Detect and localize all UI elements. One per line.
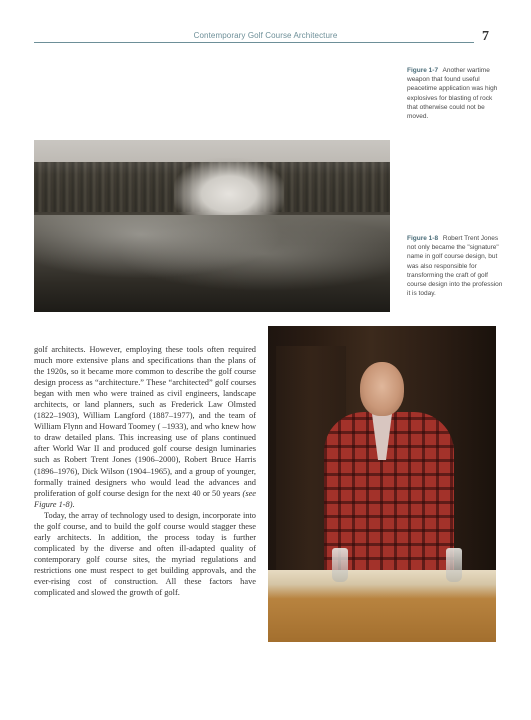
portrait-photo bbox=[268, 326, 496, 642]
photo-glass bbox=[446, 548, 462, 582]
figure-reference: (see Figure 1-8) bbox=[34, 488, 257, 509]
body-paragraph bbox=[34, 344, 256, 510]
paragraph-text: golf architects. However, employing these tools often required much more extensive plans and specifications than the plans of the 1920s, so it became more common to describe the golf course design process as “architecture.” These “architected” golf courses began with men who were trained as civil engineers, landscape architects, or land planners, such as Frederick Law Olmsted (1822–1903), William Langford (1887–1977), and the team of William Flynn and Howard Toomey ( –1933), and who knew how to draw detailed plans. This increasing use of plans continued after World War II and produced golf course design luminaries such as Robert Trent Jones (1906–2000), Robert Bruce Harris (1896–1976), Dick Wilson (1904–1965), and a group of younger, formally trained designers who would lead the advances and proliferation of golf course design for the next 40 or 50 years bbox=[34, 345, 256, 498]
paragraph-end: . bbox=[72, 499, 75, 509]
figure-label: Figure 1-7 bbox=[407, 67, 439, 74]
body-text bbox=[34, 344, 256, 598]
figure-label: Figure 1-8 bbox=[407, 235, 439, 242]
figure-caption-1-7 bbox=[407, 66, 503, 121]
figure-caption-text: Another wartime weapon that found useful peacetime application was high explosives for blasting of rock that otherwise could not be moved. bbox=[407, 67, 498, 121]
running-head-title: Contemporary Golf Course Architecture bbox=[191, 31, 341, 40]
photo-head bbox=[360, 362, 404, 416]
figure-caption-1-8 bbox=[407, 234, 503, 298]
page-number: 7 bbox=[482, 29, 489, 44]
photo-explosion-smoke bbox=[174, 158, 284, 218]
header-rule bbox=[34, 42, 474, 43]
figure-caption-text: Robert Trent Jones not only became the "signature" name in golf course design, but was also responsible for transforming the craft of golf course design into the profession it is today. bbox=[407, 235, 503, 298]
blasting-photo bbox=[34, 140, 390, 312]
body-paragraph: Today, the array of technology used to design, incorporate into the golf course, and to build the golf course would stagger these early architects. In addition, the process today is further complicated by the diverse and often ill-adapted quality of contemporary golf course sites, the myriad regulations and restrictions one must respect to get building approvals, and the ever-rising cost of construction. All these factors have complicated and slowed the growth of golf. bbox=[34, 510, 256, 598]
running-head bbox=[0, 31, 531, 40]
photo-glass bbox=[332, 548, 348, 582]
photo-rock-ground bbox=[34, 215, 390, 312]
photo-table bbox=[268, 570, 496, 642]
